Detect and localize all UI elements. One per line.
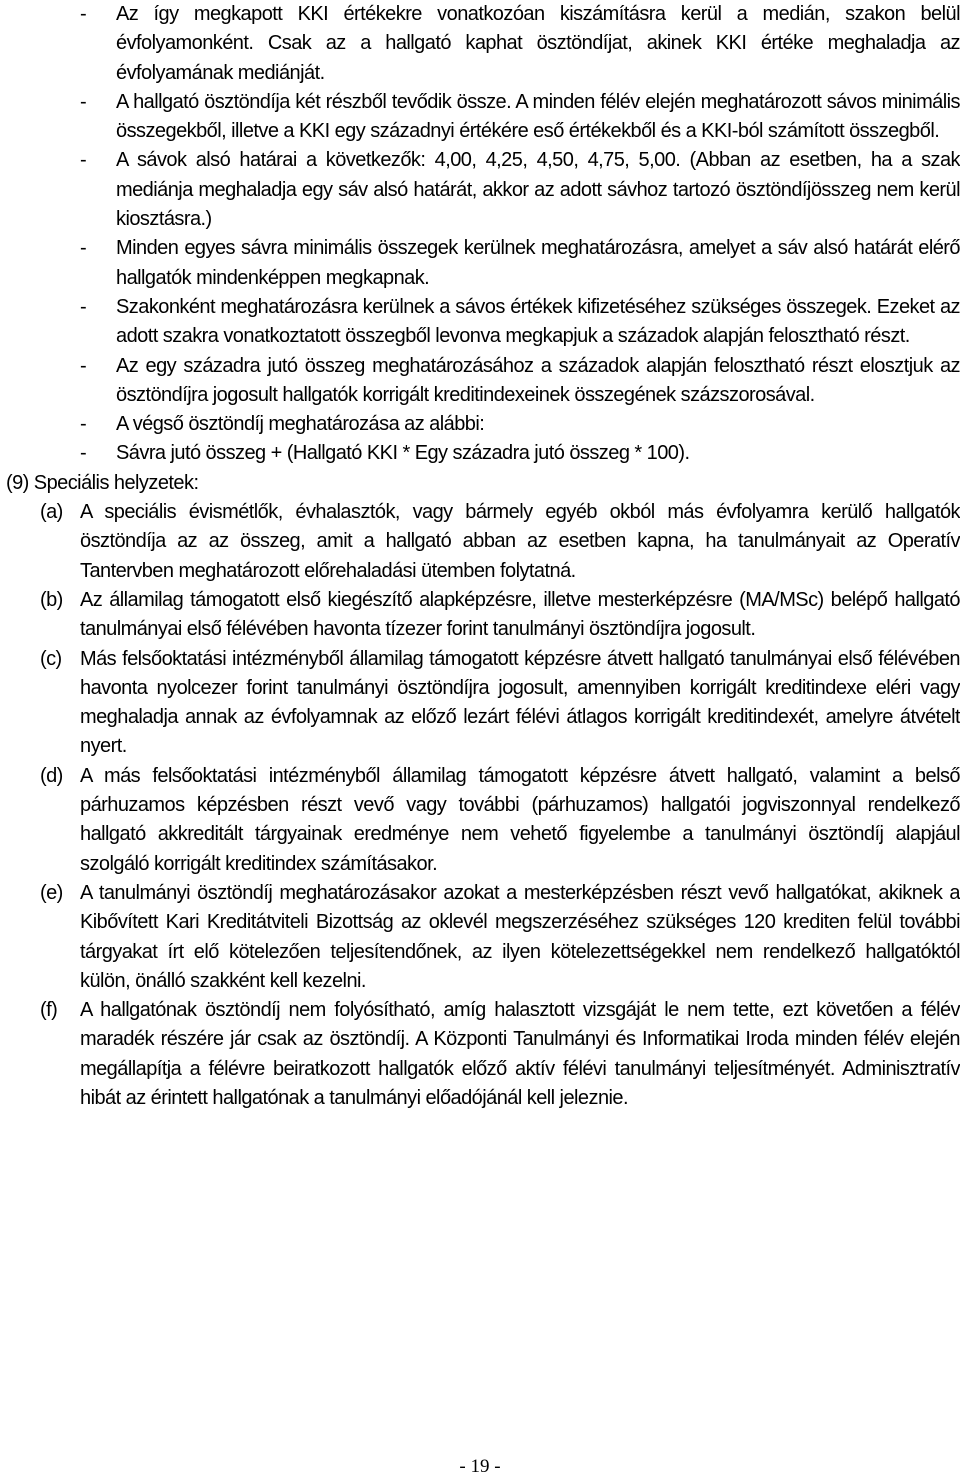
dash-item-text: Az így megkapott KKI értékekre vonatkozóan kiszámításra kerül a medián, szakon belül évfolyamonként. Csak az a hallgató kaphat ösztöndíjat, akinek KKI értéke meghaladja az évfolyamának mediánját.	[116, 3, 960, 84]
page-body	[6, 0, 960, 1113]
section-item-b	[6, 586, 960, 645]
dash-list-item	[6, 88, 960, 147]
item-text: A más felsőoktatási intézményből államilag támogatott képzésre átvett hallgató, valamint a belső párhuzamos képzésben részt vevő vagy további (párhuzamos) hallgatói jogviszonnyal rendelkező hallgató akkreditált tárgyainak eredménye nem vehető figyelembe a tanulmányi ösztöndíj alapjául szolgáló korrigált kreditindex számításakor.	[80, 764, 960, 875]
dash-marker: -	[80, 295, 87, 318]
dash-list-item	[6, 234, 960, 293]
item-text: A tanulmányi ösztöndíj meghatározásakor azokat a mesterképzésben részt vevő hallgatókat, akiknek a Kibővített Kari Kreditátviteli Bizottság az oklevél megszerzéséhez szükséges 120 krediten felül további tárgyakat írt elő kötelezően teljesítendőnek, az ilyen kötelezettségekkel nem rendelkező hallgatóktól külön, önálló szakként kell kezelni.	[80, 881, 960, 992]
dash-marker: -	[80, 3, 87, 25]
dash-list-item	[6, 410, 960, 439]
item-marker: (b)	[40, 588, 63, 611]
item-marker: (f)	[40, 999, 58, 1022]
dash-list-item	[6, 439, 960, 468]
item-marker: (a)	[40, 501, 63, 524]
dash-item-text: A sávok alsó határai a következők: 4,00, 4,25, 4,50, 4,75, 5,00. (Abban az esetben, ha a szak mediánja meghaladja egy sáv alsó határát, akkor az adott sávhoz tartozó ösztöndíjösszeg nem kerül kiosztásra.)	[116, 149, 960, 231]
page-number: - 19 -	[459, 1456, 501, 1477]
dash-item-text: Az egy századra jutó összeg meghatározásához a századok alapján felosztható részt elosztjuk az ösztöndíjra jogosult hallgatók korrigált kreditindexeinek összegének százszorosával.	[116, 354, 960, 406]
section-heading: (9) Speciális helyzetek:	[6, 471, 199, 494]
dash-list-item	[6, 0, 960, 88]
dash-marker: -	[80, 237, 87, 260]
item-text: Más felsőoktatási intézményből államilag támogatott képzésre átvett hallgató tanulmányai első félévében havonta nyolcezer forint tanulmányi ösztöndíjra jogosult, amennyiben korrigált kreditindexe eléri vagy meghaladja annak az évfolyamnak az előző lezárt félévi átlagos korrigált kreditindexét, amelyre átvételt nyert.	[80, 647, 960, 758]
item-marker: (c)	[40, 647, 62, 670]
dash-list-item	[6, 293, 960, 352]
item-text: Az államilag támogatott első kiegészítő alapképzésre, illetve mesterképzésre (MA/MSc) belépő hallgató tanulmányai első félévében havonta tízezer forint tanulmányi ösztöndíjra jogosult.	[80, 588, 960, 641]
dash-marker: -	[80, 413, 87, 436]
dash-list-item	[6, 352, 960, 411]
section-item-e	[6, 879, 960, 996]
section-item-f	[6, 996, 960, 1113]
dash-marker: -	[80, 354, 87, 377]
item-marker: (d)	[40, 764, 63, 787]
item-text: A speciális évismétlők, évhalasztók, vagy bármely egyéb okból más évfolyamra kerülő hallgatók ösztöndíja az az összeg, amit a hallgató abban az esetben kapna, ha tanulmányait az Operatív Tantervben meghatározott előrehaladási ütemben folytatná.	[80, 501, 960, 582]
section-item-d	[6, 762, 960, 879]
dash-item-text: Sávra jutó összeg + (Hallgató KKI * Egy századra jutó összeg * 100).	[116, 442, 690, 465]
dash-item-text: Minden egyes sávra minimális összegek kerülnek meghatározásra, amelyet a sáv alsó határát elérő hallgatók mindenképpen megkapnak.	[116, 237, 960, 289]
item-text: A hallgatónak ösztöndíj nem folyósítható, amíg halasztott vizsgáját le nem tette, ezt követően a félév maradék részére jár csak az ösztöndíj. A Központi Tanulmányi és Informatikai Iroda minden félév elején megállapítja a félévre beiratkozott hallgatók előző aktív félévi tanulmányi teljesítményét. Adminisztratív hibát az érintett hallgatónak a tanulmányi előadójánál kell jeleznie.	[80, 999, 960, 1109]
dash-marker: -	[80, 90, 87, 113]
dash-marker: -	[80, 149, 87, 172]
dash-item-text: A hallgató ösztöndíja két részből tevődik össze. A minden félév elején meghatározott sávos minimális összegekből, illetve a KKI egy századnyi értékére eső értékekből és a KKI-ból számított összegből.	[116, 90, 960, 143]
item-marker: (e)	[40, 881, 63, 904]
dash-item-text: A végső ösztöndíj meghatározása az alábbi:	[116, 413, 485, 436]
dash-item-text: Szakonként meghatározásra kerülnek a sávos értékek kifizetéséhez szükséges összegek. Ezeket az adott szakra vonatkoztatott összegből levonva megkapjuk a századok alapján felosztható részt.	[116, 295, 960, 348]
dash-marker: -	[80, 442, 87, 465]
section-item-c	[6, 645, 960, 762]
dash-list-item	[6, 146, 960, 234]
section-item-a	[6, 498, 960, 586]
